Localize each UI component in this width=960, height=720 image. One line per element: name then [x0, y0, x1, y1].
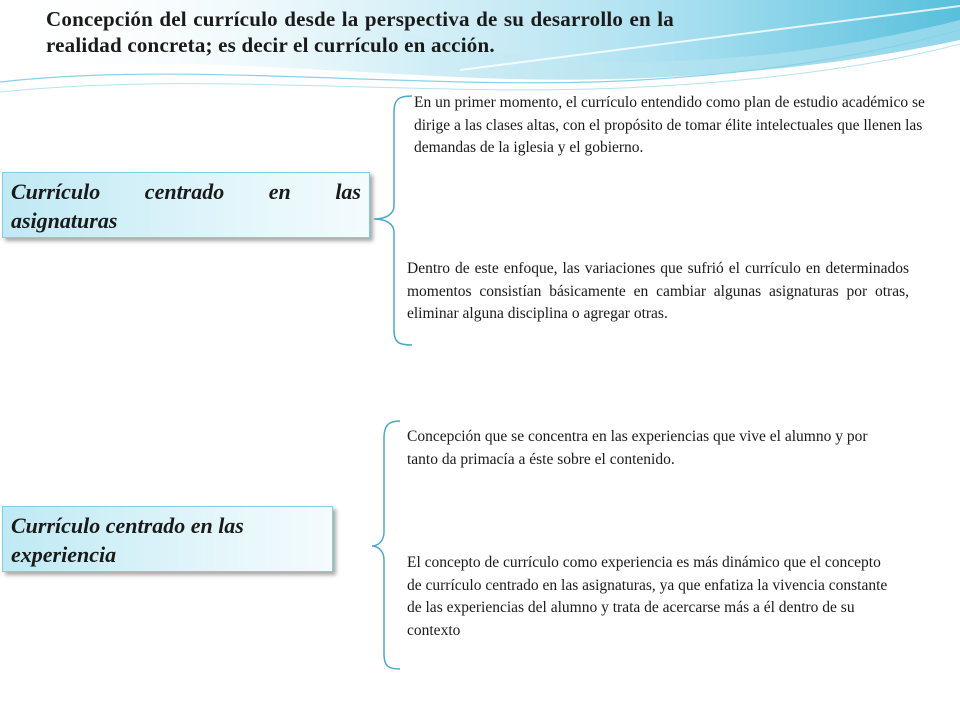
concept-box-asignaturas — [2, 172, 370, 238]
detail-text: Dentro de este enfoque, las variaciones que sufrió el currículo en determinados momentos consistían básicamente en cambiar algunas asignaturas por otras, eliminar alguna disciplina o agregar otras. — [407, 260, 909, 322]
concept-box-experiencia — [2, 506, 333, 572]
concept-label-line1: Currículo centrado en las — [11, 179, 361, 204]
concept-label-line2: experiencia — [11, 542, 117, 567]
detail-text: El concepto de currículo como experiencia es más dinámico que el concepto de currículo centrado en las asignaturas, ya que enfatiza la vivencia constante de las experiencias del alumno y trata de acercarse más a él dentro de su contexto — [407, 554, 888, 639]
concept-label-line2: asignaturas — [11, 208, 118, 233]
bracket-experiencia — [372, 421, 400, 669]
detail-text: Concepción que se concentra en las experiencias que vive el alumno y por tanto da primacía a éste sobre el contenido. — [407, 428, 868, 468]
slide-title: Concepción del currículo desde la perspectiva de su desarrollo en la realidad concreta; es decir el currículo en acción. — [46, 7, 674, 57]
detail-text: En un primer momento, el currículo entendido como plan de estudio académico se dirige a las clases altas, con el propósito de tomar élite intelectuales que llenen las demandas de la iglesia y el gobierno. — [414, 94, 925, 156]
concept-label-line1: Currículo centrado en las — [11, 513, 244, 538]
